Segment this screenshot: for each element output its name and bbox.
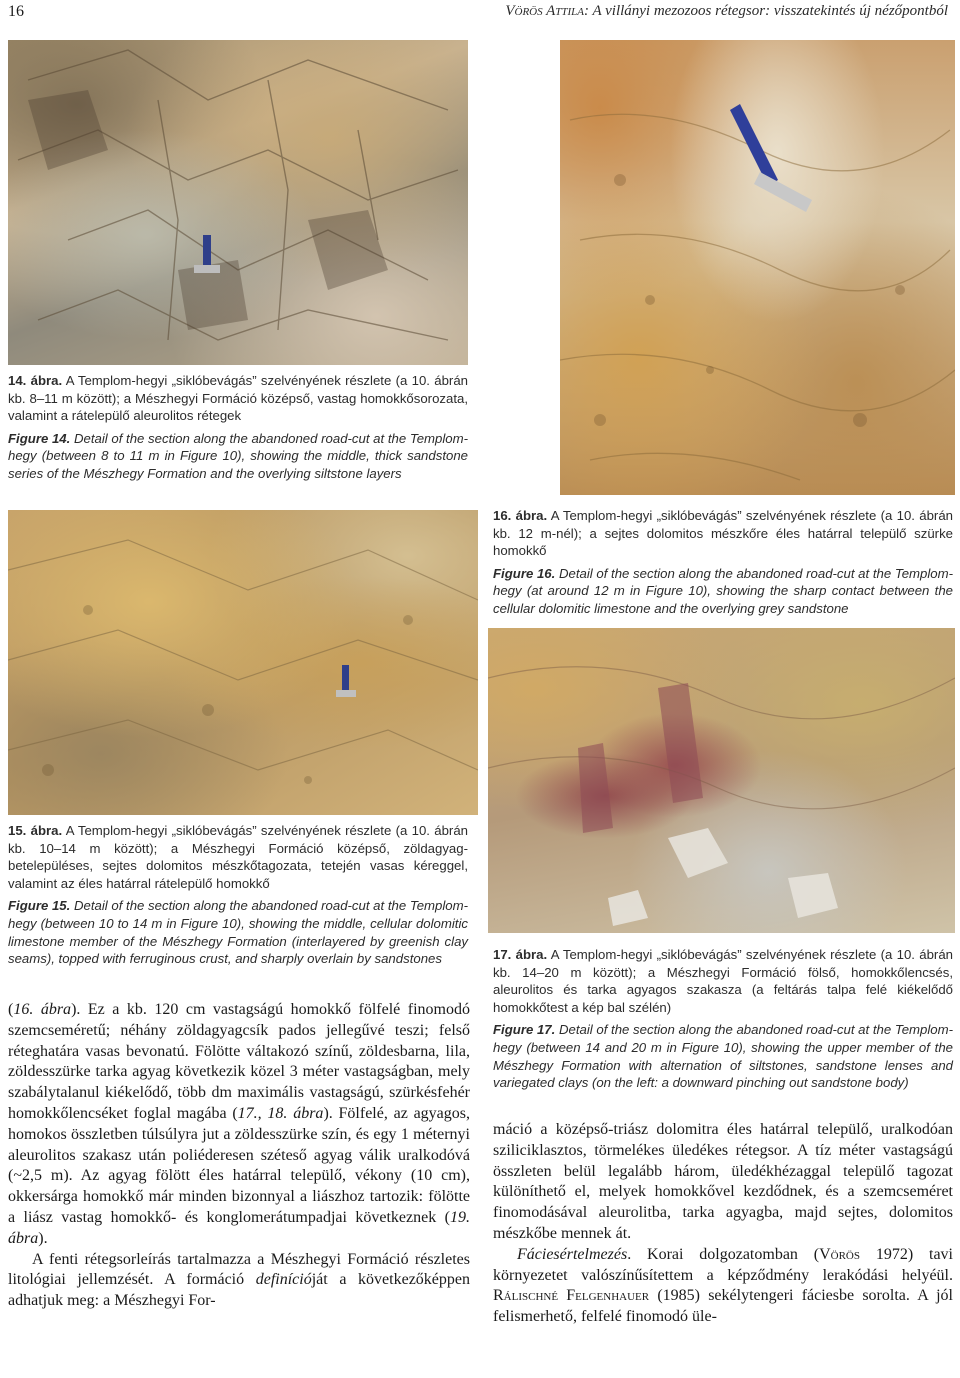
figure-17-photo	[488, 628, 955, 933]
figure-15-caption-hu: 15. ábra. A Templom-hegyi „siklóbevágás” szelvényének részlete (a 10. ábrán kb. 10–14 m között); a Mészhegyi Formáció középső, zöldagyag-betelepüléses, sejtes dolomitos mészkőtagozata, tetején vasas kéreggel, valamint az éles határral rátelepülő homokkő	[8, 823, 468, 891]
figure-15-caption	[8, 822, 468, 968]
figure-14-photo	[8, 40, 468, 365]
figure-16-rock-texture	[560, 40, 955, 495]
figure-16-caption	[493, 507, 953, 618]
figure-17-caption	[493, 946, 953, 1092]
header-title: : A villányi mezozoos rétegsor: visszatekintés új nézőpontból	[584, 3, 948, 19]
hammer-icon	[730, 104, 812, 212]
body-paragraph: máció a középső-triász dolomitra éles határral települő, uralkodóan sziliciklasztos, törmelékes üledékes rétegsor. A tíz méter vastagságú összleten belül legalább három, üledékhézaggal települő tagozat különíthető el, melyek homokkővel kezdődnek, és a szemcseméret finomodásával aleurolitba, tarka agyagba, majd sejtes, dolomitos mészkőbe mennek át.	[493, 1121, 953, 1242]
figure-16-photo	[560, 40, 955, 495]
figure-15-caption-en: Figure 15. Detail of the section along the abandoned road-cut at the Templom-hegy (between 10 to 14 m in Figure 10), showing the middle, cellular dolomitic limestone member of the Mészhegy Formation (interlayered by greenish clay seams), topped with ferruginous crust, and sharply overlain by sandstones	[8, 898, 469, 967]
body-paragraph: A fenti rétegsorleírás tartalmazza a Mészhegyi Formáció részletes litológiai jellemzését. A formáció definícióját a következőképpen adhatjuk meg: a Mészhegyi For-	[8, 1250, 470, 1310]
figure-15-rock-texture	[8, 510, 478, 815]
figure-17-caption-hu: 17. ábra. A Templom-hegyi „siklóbevágás” szelvényének részlete (a 10. ábrán kb. 14–20 m között); a Mészhegyi Formáció fölső, homokkőlencsés, aleurolitos és tarka agyagos szakasza (a feltárás talpa felé kiékelődő homokkőtest a kép bal szélén)	[493, 947, 953, 1015]
hammer-icon	[194, 235, 220, 273]
figure-14-caption-en: Figure 14. Detail of the section along the abandoned road-cut at the Templom-hegy (between 8 to 11 m in Figure 10), showing the middle, thick sandstone series of the Mészhegy Formation and the overlying siltstone layers	[8, 430, 469, 481]
hammer-icon	[336, 665, 356, 697]
body-paragraph: (16. ábra). Ez a kb. 120 cm vastagságú homokkő fölfelé finomodó szemcseméretű; néhány zöldagyagcsík pados jellegűvé teszi; felső réteghatára vasas bevonatú. Fölötte váltakozó színű, zöldesbarna, lila, zöldesszürke tarka agyag következik közel 3 méter vastagságban, mely szabálytalanul kiékelődő, több dm maximális vastagságú, szürkésfehér homokkőlencséket foglal magába (17., 18. ábra). Fölfelé, az agyagos, homokos összletben túlsúlyra jut a zöldesszürke szín, és egy 1 méternyi aleurolitos szakasz után poliéderesen széteső agyag válik uralkodóvá (~2,5 m). Az agyag fölött éles határral települő, vékony (10 cm), okkersárga homokkő már minden bizonnyal a liászhoz tartozik: fölötte a liász vastag homokkő- és konglomerátumpadjai következnek (19. ábra).	[8, 1001, 471, 1247]
running-header	[505, 3, 948, 20]
body-paragraph: Fáciesértelmezés. Korai dolgozatomban (Vörös 1972) tavi környezetet valószínűsítettem a képződmény lerakódási helyéül. Rálischné Felgenhauer (1985) sekélytengeri fáciesbe sorolta. A jól felismerhető, felfelé finomodó üle-	[493, 1245, 953, 1326]
figure-14-rock-texture	[8, 40, 468, 365]
body-text-right	[493, 1120, 953, 1328]
figure-17-caption-en: Figure 17. Detail of the section along the abandoned road-cut at the Templom-hegy (between 14 and 20 m in Figure 10), showing the upper member of the Mészhegy Formation with alternation of siltstones, sandstone lenses and variegated clays (on the left: a downward pinching out sandstone body)	[493, 1022, 954, 1091]
figure-16-caption-en: Figure 16. Detail of the section along the abandoned road-cut at the Templom-hegy (at around 12 m in Figure 10), showing the sharp contact between the cellular dolomitic limestone and the overlying grey sandstone	[493, 565, 954, 616]
body-text-left	[8, 1000, 470, 1312]
figure-15-photo	[8, 510, 478, 815]
page-number: 16	[8, 3, 24, 20]
figure-16-caption-hu: 16. ábra. A Templom-hegyi „siklóbevágás” szelvényének részlete (a 10. ábrán kb. 12 m-nél); a sejtes dolomitos mészkőre éles határral települő szürke homokkő	[493, 508, 953, 559]
figure-14-caption	[8, 372, 468, 483]
header-author: Vörös Attila	[505, 3, 584, 19]
figure-14-caption-hu: 14. ábra. A Templom-hegyi „siklóbevágás” szelvényének részlete (a 10. ábrán kb. 8–11 m között); a Mészhegyi Formáció középső, vastag homokkősorozata, valamint a rátelepülő aleurolitos rétegek	[8, 373, 468, 424]
figure-17-rock-texture	[488, 628, 955, 933]
